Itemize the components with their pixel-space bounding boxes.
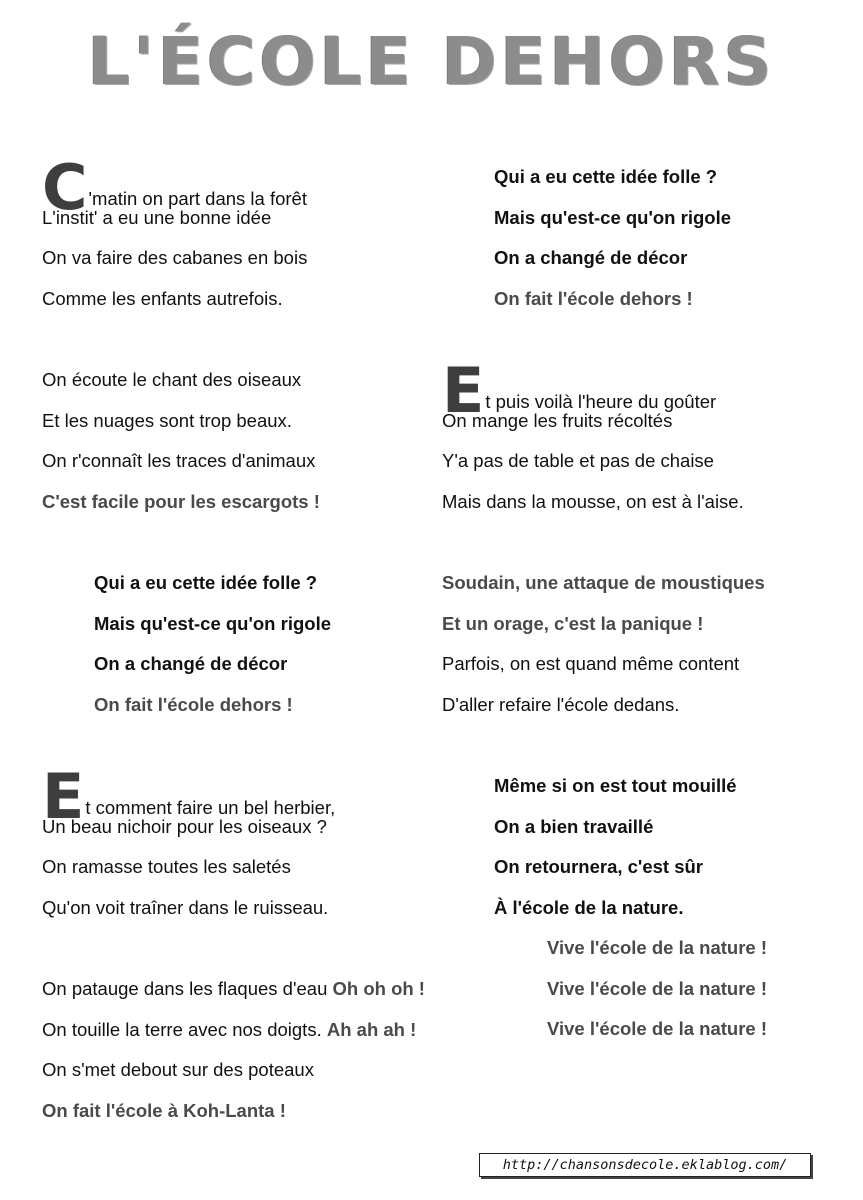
verse-line: Mais dans la mousse, on est à l'aise.: [442, 491, 744, 513]
drop-cap: E: [442, 354, 485, 427]
chorus-line: On a bien travaillé: [494, 815, 654, 837]
chorus-left: [94, 563, 331, 726]
drop-cap: C: [42, 151, 88, 224]
verse-shout: Ah ah ah !: [326, 1018, 417, 1040]
verse-line-text: t comment faire un bel herbier,: [85, 797, 336, 818]
source-url-link[interactable]: http://chansonsdecole.eklablog.com/: [479, 1153, 811, 1177]
verse-line: D'aller refaire l'école dedans.: [442, 694, 680, 716]
chorus-line: À l'école de la nature.: [494, 897, 684, 919]
verse-line: [42, 1010, 425, 1051]
verse-highlight: Soudain, une attaque de moustiques: [442, 572, 765, 593]
page-title: L'ÉCOLE DEHORS: [87, 23, 776, 100]
outro-line: Vive l'école de la nature !: [547, 937, 767, 958]
verse-highlight: Et un orage, c'est la panique !: [442, 612, 704, 634]
verse-line-text: 'matin on part dans la forêt: [88, 188, 307, 209]
verse-5: [442, 354, 744, 523]
chorus-line: On retournera, c'est sûr: [494, 856, 703, 878]
chorus-line: Qui a eu cette idée folle ?: [94, 572, 318, 593]
verse-4: [42, 969, 425, 1132]
verse-line: Qu'on voit traîner dans le ruisseau.: [42, 897, 329, 919]
chorus-right: [494, 157, 731, 320]
drop-cap: E: [42, 760, 85, 833]
final-chorus: [494, 766, 737, 929]
verse-line: [42, 969, 425, 1010]
chorus-line: Même si on est tout mouillé: [494, 775, 737, 796]
verse-line: On écoute le chant des oiseaux: [42, 369, 302, 390]
verse-line: L'instit' a eu une bonne idée: [42, 206, 272, 228]
chorus-line: On a changé de décor: [494, 247, 688, 269]
verse-line: Un beau nichoir pour les oiseaux ?: [42, 815, 327, 837]
chorus-line: Mais qu'est-ce qu'on rigole: [94, 612, 331, 634]
chorus-line: On a changé de décor: [94, 653, 288, 675]
chorus-line: Mais qu'est-ce qu'on rigole: [494, 206, 731, 228]
outro-line: Vive l'école de la nature !: [547, 977, 767, 999]
verse-line: On ramasse toutes les saletés: [42, 856, 291, 878]
verse-line-text: On touille la terre avec nos doigts.: [42, 1018, 322, 1040]
chorus-line: Qui a eu cette idée folle ?: [494, 166, 718, 187]
verse-line: On va faire des cabanes en bois: [42, 247, 308, 269]
verse-shout: Oh oh oh !: [332, 978, 425, 999]
verse-1: [42, 151, 308, 320]
verse-line: Parfois, on est quand même content: [442, 653, 740, 675]
verse-line-text: On patauge dans les flaques d'eau: [42, 978, 328, 999]
outro-line: Vive l'école de la nature !: [547, 1018, 767, 1040]
verse-6: [442, 563, 765, 726]
verse-2: [42, 360, 320, 523]
verse-line: On mange les fruits récoltés: [442, 409, 673, 431]
verse-line: On s'met debout sur des poteaux: [42, 1059, 314, 1081]
chorus-highlight: On fait l'école dehors !: [494, 288, 693, 310]
verse-highlight: C'est facile pour les escargots !: [42, 491, 320, 513]
verse-3: [42, 760, 336, 929]
outro: [547, 928, 767, 1050]
verse-line-text: t puis voilà l'heure du goûter: [485, 391, 717, 412]
verse-line: Et les nuages sont trop beaux.: [42, 409, 292, 431]
verse-line: Comme les enfants autrefois.: [42, 288, 283, 310]
verse-line: Y'a pas de table et pas de chaise: [442, 450, 714, 472]
verse-line: On r'connaît les traces d'animaux: [42, 450, 316, 472]
verse-highlight: On fait l'école à Koh-Lanta !: [42, 1100, 286, 1122]
chorus-highlight: On fait l'école dehors !: [94, 694, 293, 716]
